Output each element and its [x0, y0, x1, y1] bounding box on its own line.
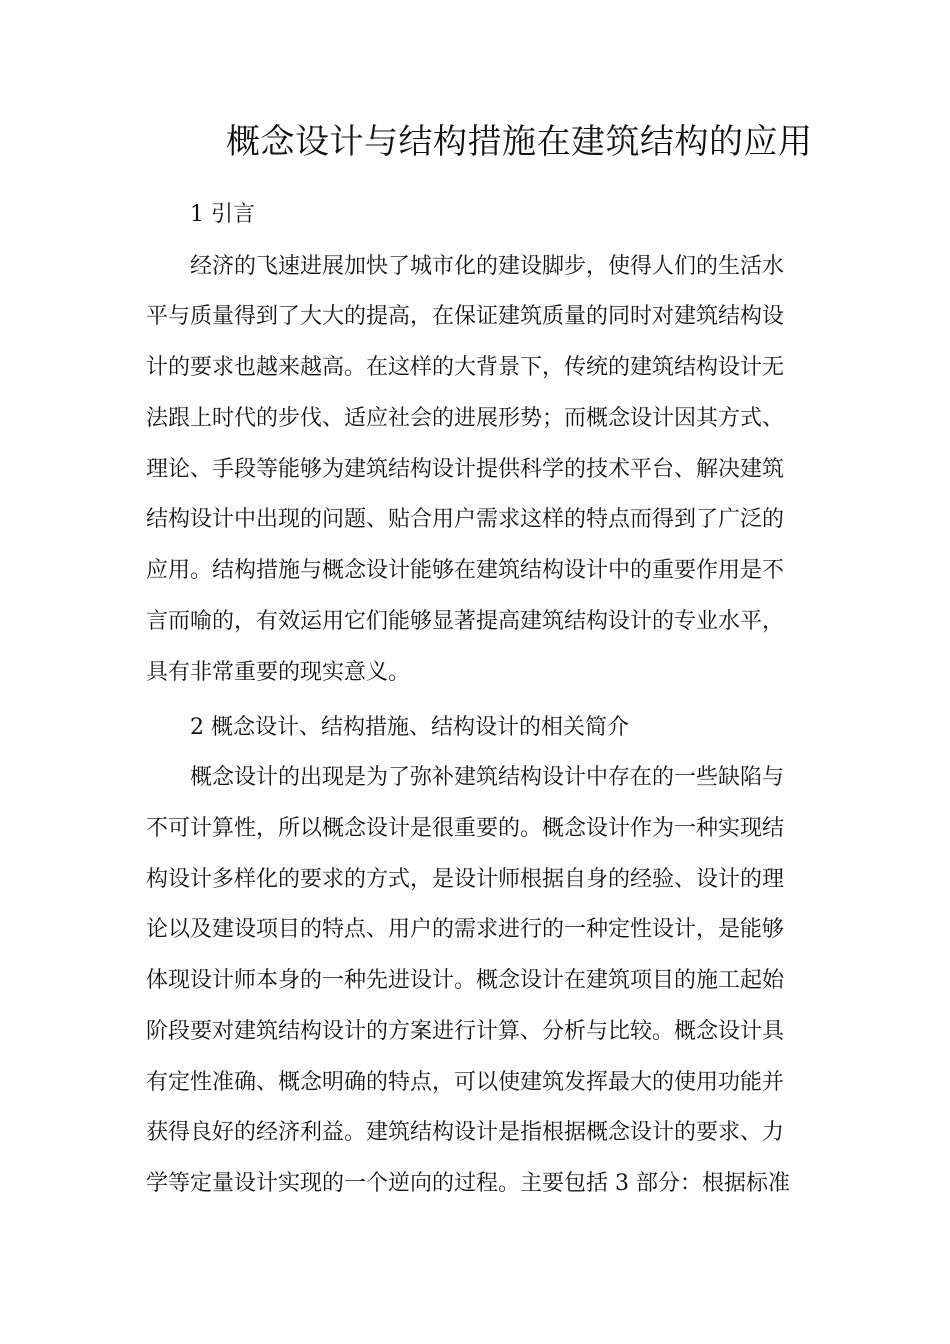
paragraph-line: 法跟上时代的步伐、适应社会的进展形势；而概念设计因其方式、: [146, 406, 785, 431]
paragraph-line: 计的要求也越来越高。在这样的大背景下，传统的建筑结构设计无: [146, 355, 785, 380]
paragraph-line: 平与质量得到了大大的提高，在保证建筑质量的同时对建筑结构设: [146, 304, 785, 329]
section-heading-overview: 2 概念设计、结构措施、结构设计的相关简介: [190, 715, 629, 740]
paragraph-line: 概念设计的出现是为了弥补建筑结构设计中存在的一些缺陷与: [190, 765, 785, 790]
paragraph-line: 获得良好的经济利益。建筑结构设计是指根据概念设计的要求、力: [146, 1120, 785, 1145]
paragraph-line: 不可计算性，所以概念设计是很重要的。概念设计作为一种实现结: [146, 816, 785, 841]
paragraph-line: 体现设计师本身的一种先进设计。概念设计在建筑项目的施工起始: [146, 968, 785, 993]
paragraph-line: 阶段要对建筑结构设计的方案进行计算、分析与比较。概念设计具: [146, 1019, 785, 1044]
paragraph-line: 论以及建设项目的特点、用户的需求进行的一种定性设计，是能够: [146, 917, 785, 942]
paragraph-line: 构设计多样化的要求的方式，是设计师根据自身的经验、设计的理: [146, 867, 785, 892]
paragraph-line: 经济的飞速进展加快了城市化的建设脚步，使得人们的生活水: [190, 254, 785, 279]
paragraph-line: 学等定量设计实现的一个逆向的过程。主要包括 3 部分：根据标准: [146, 1171, 790, 1196]
paragraph-line: 结构设计中出现的问题、贴合用户需求这样的特点而得到了广泛的: [146, 507, 785, 532]
paragraph-line: 理论、手段等能够为建筑结构设计提供科学的技术平台、解决建筑: [146, 457, 785, 482]
paragraph-line: 应用。结构措施与概念设计能够在建筑结构设计中的重要作用是不: [146, 558, 785, 583]
paragraph-line: 具有非常重要的现实意义。: [146, 660, 411, 685]
document-title: 概念设计与结构措施在建筑结构的应用: [226, 122, 813, 162]
paragraph-line: 有定性准确、概念明确的特点，可以使建筑发挥最大的使用功能并: [146, 1070, 785, 1095]
paragraph-line: 言而喻的，有效运用它们能够显著提高建筑结构设计的专业水平，: [146, 609, 785, 634]
section-heading-introduction: 1 引言: [190, 202, 255, 227]
